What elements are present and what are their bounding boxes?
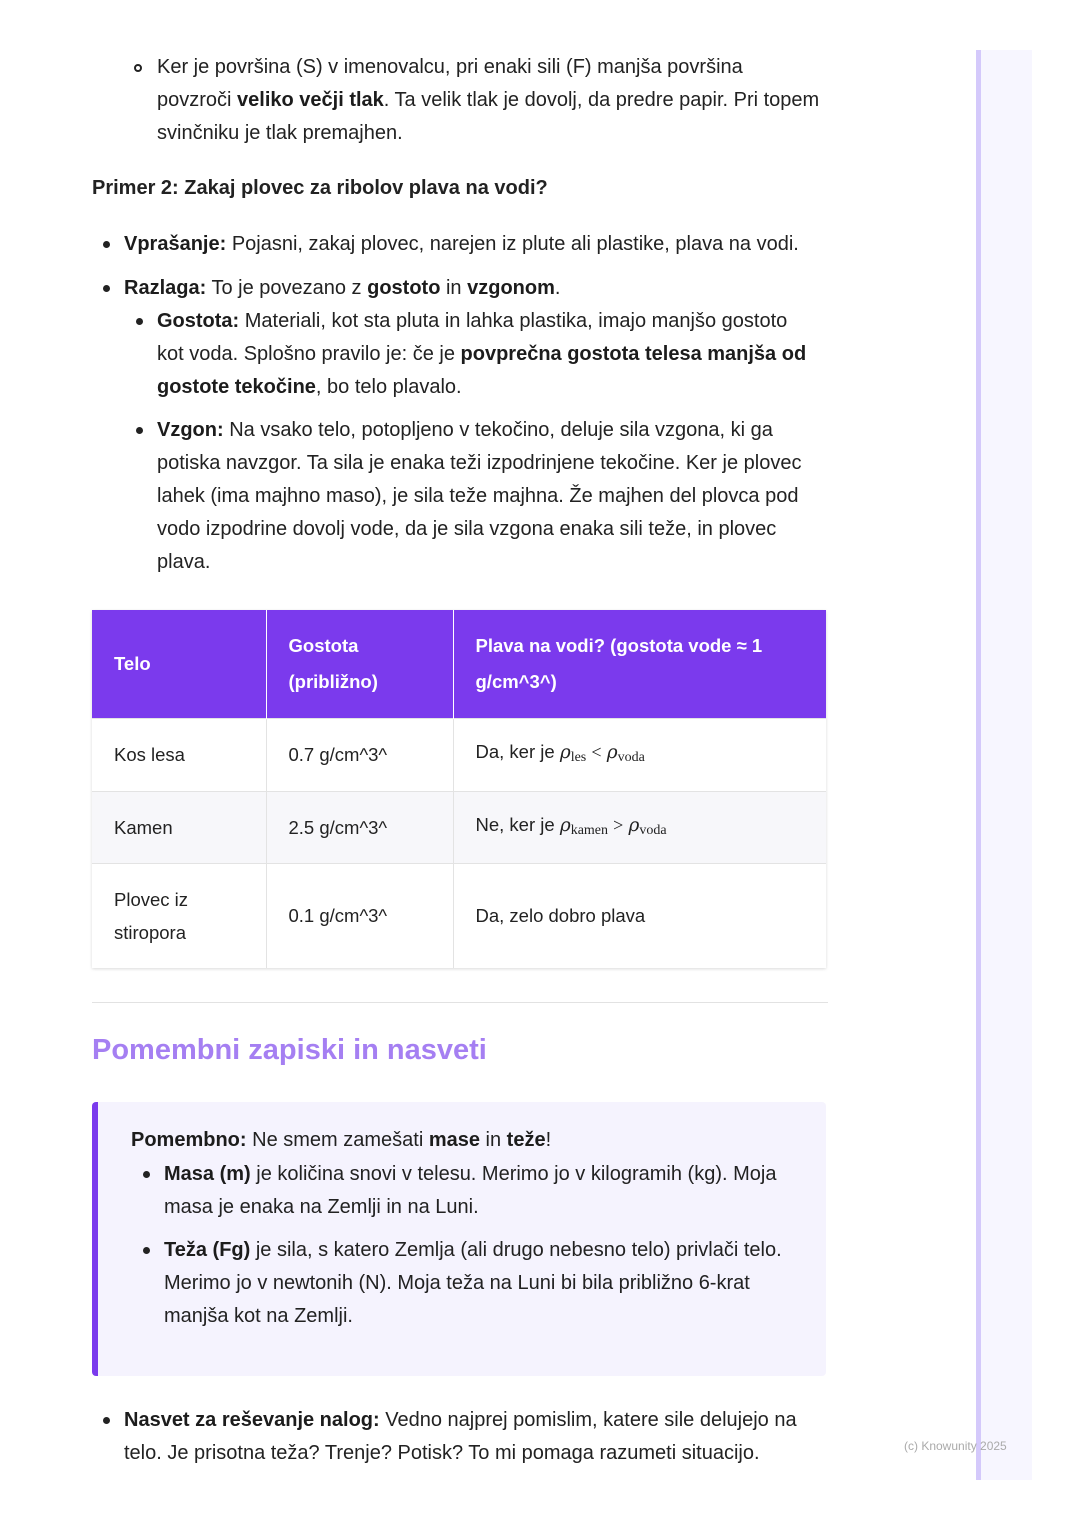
cell-density: 0.1 g/cm^3^ [266,863,453,968]
sidebar-accent-bar [976,50,981,1480]
table-header-row [92,610,826,718]
tip-line-2: telo. Je prisotna teža? Trenje? Potisk? To mi pomaga razumeti situacijo. [124,1442,760,1464]
weight-line-3: manjša kot na Zemlji. [164,1305,353,1327]
buoyancy-line-1: Vzgon: Na vsako telo, potopljeno v tekočino, deluje sila vzgona, ki ga [157,419,773,441]
mass-line-2: masa je enaka na Zemlji in na Luni. [164,1196,479,1218]
header-floats: Plava na vodi? (gostota vode ≈ 1 g/cm^3^) [453,610,826,718]
cell-density: 2.5 g/cm^3^ [266,791,453,863]
page-sidebar [976,50,1032,1480]
intro-line-3: svinčniku je tlak premajhen. [157,122,403,144]
header-body: Telo [92,610,266,718]
callout-lead: Pomembno: Ne smem zamešati mase in teže! [131,1129,552,1151]
cell-density: 0.7 g/cm^3^ [266,718,453,791]
mass-line-1: Masa (m) je količina snovi v telesu. Merimo jo v kilogramih (kg). Moja [164,1163,777,1185]
intro-line-2: povzroči veliko večji tlak. Ta velik tlak je dovolj, da predre papir. Pri topem [157,89,820,111]
table-row [92,791,826,863]
table-row [92,718,826,791]
buoyancy-line-4: vodo izpodrine dovolj vode, da je sila vzgona enaka sili teže, in plovec [157,518,777,540]
header-density: Gostota (približno) [266,610,453,718]
cell-body: Kos lesa [92,718,266,791]
cell-answer: Ne, ker je $\rho_{kamen} > \rho_{voda}$ [453,791,826,863]
section-title: Pomembni zapiski in nasveti [92,1034,487,1066]
bullet-marker [103,285,110,292]
bullet-marker [143,1171,150,1178]
density-line-2: kot voda. Splošno pravilo je: če je povprečna gostota telesa manjša od [157,343,807,365]
cell-answer: Da, ker je $\rho_{les} < \rho_{voda}$ [453,718,826,791]
sub-bullet-marker [136,318,143,325]
cell-body: Plovec iz stiropora [92,863,266,968]
buoyancy-line-2: potiska navzgor. Ta sila je enaka teži izpodrinjene tekočine. Ker je plovec [157,452,802,474]
sub-bullet-marker [136,427,143,434]
bullet-marker [143,1247,150,1254]
density-table [92,610,826,968]
copyright-footer: (c) Knowunity 2025 [904,1439,1007,1453]
breakdown-line: Razlaga: To je povezano z gostoto in vzgonom. [124,277,561,299]
important-callout [92,1102,826,1376]
sub-bullet-marker [134,64,142,72]
bullet-marker [103,241,110,248]
bullet-marker [103,1417,110,1424]
cell-body: Kamen [92,791,266,863]
cell-answer: Da, zelo dobro plava [453,863,826,968]
weight-line-1: Teža (Fg) je sila, s katero Zemlja (ali drugo nebesno telo) privlači telo. [164,1239,782,1261]
density-line-3: gostote tekočine, bo telo plavalo. [157,376,462,398]
tip-line-1: Nasvet za reševanje nalog: Vedno najprej pomislim, katere sile delujejo na [124,1409,797,1431]
question-line: Vprašanje: Pojasni, zakaj plovec, narejen iz plute ali plastike, plava na vodi. [124,233,799,255]
buoyancy-line-3: lahek (ima majhno maso), je sila teže majhna. Že majhen del plovca pod [157,485,799,507]
buoyancy-line-5: plava. [157,551,211,573]
section-divider [92,1002,828,1003]
density-line-1: Gostota: Materiali, kot sta pluta in lahka plastika, imajo manjšo gostoto [157,310,788,332]
table-row [92,863,826,968]
intro-line-1: Ker je površina (S) v imenovalcu, pri enaki sili (F) manjša površina [157,56,743,78]
weight-line-2: Merimo jo v newtonih (N). Moja teža na Luni bi bila približno 6-krat [164,1272,750,1294]
example-2-title: Primer 2: Zakaj plovec za ribolov plava na vodi? [92,177,548,199]
